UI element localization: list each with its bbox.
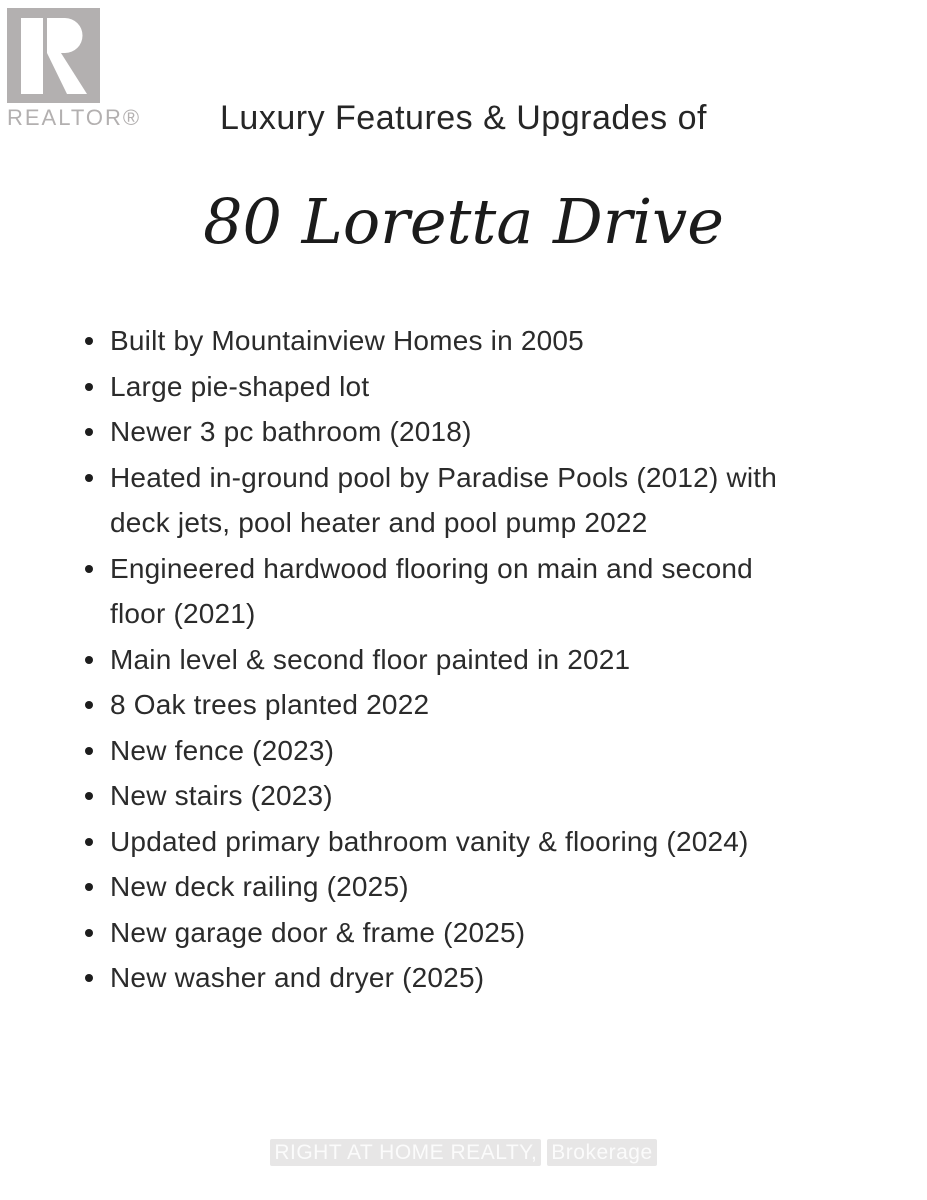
feature-item: 8 Oak trees planted 2022 bbox=[110, 682, 785, 728]
property-address: 80 Loretta Drive bbox=[203, 185, 724, 258]
realtor-logo-label: REALTOR® bbox=[7, 105, 142, 130]
brokerage-watermark-name: RIGHT AT HOME REALTY, bbox=[270, 1139, 541, 1166]
feature-item: Main level & second floor painted in 2021 bbox=[110, 637, 785, 683]
feature-item: New fence (2023) bbox=[110, 728, 785, 774]
feature-item: Newer 3 pc bathroom (2018) bbox=[110, 409, 785, 455]
realtor-logo bbox=[7, 8, 142, 131]
feature-item: New washer and dryer (2025) bbox=[110, 955, 785, 1001]
feature-item: New stairs (2023) bbox=[110, 773, 785, 819]
feature-item: Large pie-shaped lot bbox=[110, 364, 785, 410]
brokerage-watermark bbox=[0, 1141, 927, 1165]
feature-item: Heated in-ground pool by Paradise Pools (2012) with deck jets, pool heater and pool pump 2022 bbox=[110, 455, 785, 546]
realtor-r-icon bbox=[7, 8, 100, 103]
feature-item: New deck railing (2025) bbox=[110, 864, 785, 910]
feature-item: Built by Mountainview Homes in 2005 bbox=[110, 318, 785, 364]
features-list bbox=[0, 318, 927, 1001]
feature-item: Engineered hardwood flooring on main and second floor (2021) bbox=[110, 546, 785, 637]
feature-item: Updated primary bathroom vanity & flooring (2024) bbox=[110, 819, 785, 865]
brokerage-watermark-suffix: Brokerage bbox=[547, 1139, 656, 1166]
page-title: Luxury Features & Upgrades of bbox=[220, 99, 707, 137]
feature-item: New garage door & frame (2025) bbox=[110, 910, 785, 956]
